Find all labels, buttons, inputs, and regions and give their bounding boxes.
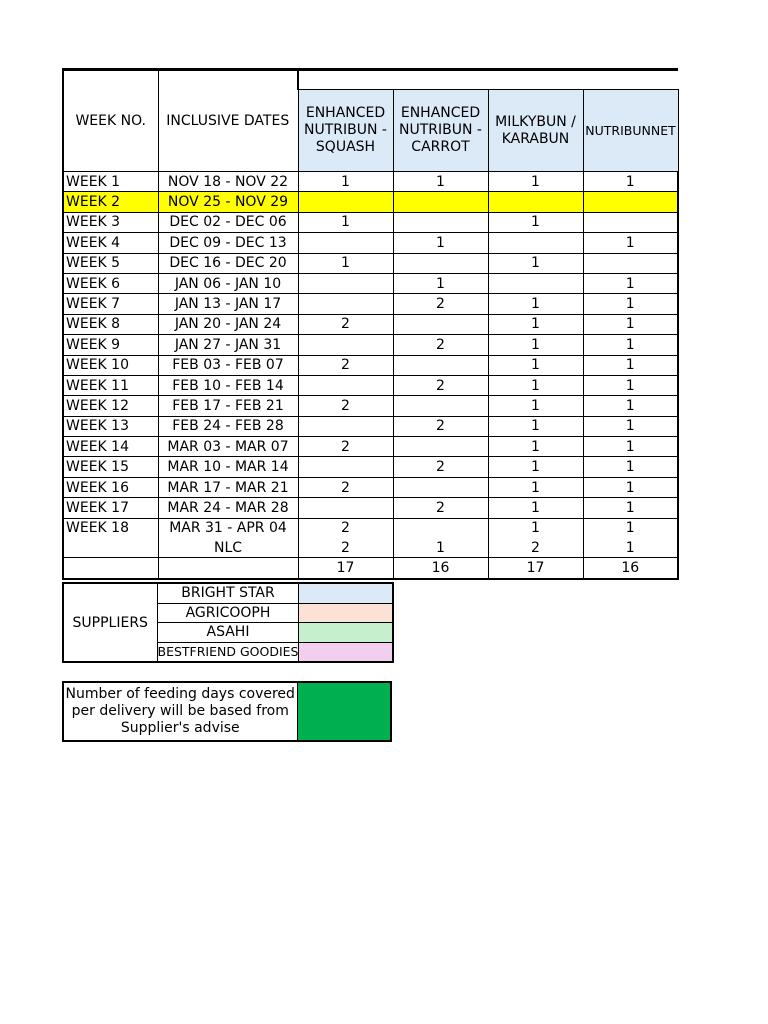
qty-cell-p4: 1 [583,477,678,497]
qty-cell-p4: 1 [583,416,678,436]
table-row [63,477,678,497]
qty-cell-p3: 1 [488,498,583,518]
qty-cell-p3: 1 [488,172,583,192]
table-row [63,314,678,334]
qty-cell-p3: 1 [488,375,583,395]
qty-cell-p4: 1 [583,172,678,192]
suppliers-legend [62,582,394,663]
dates-cell: MAR 03 - MAR 07 [158,437,298,457]
qty-cell-p2 [393,253,488,273]
qty-cell-p3: 1 [488,355,583,375]
qty-cell-p1: 1 [298,253,393,273]
dates-cell: NLC [158,538,298,558]
qty-cell-p2 [393,212,488,232]
dates-cell: MAR 31 - APR 04 [158,518,298,538]
product-header-nutribunnet: NUTRIBUNNET [583,90,678,172]
week-cell: WEEK 4 [63,233,158,253]
qty-cell-p3: 1 [488,457,583,477]
table-row [63,437,678,457]
dates-cell: MAR 17 - MAR 21 [158,477,298,497]
week-cell: WEEK 9 [63,335,158,355]
qty-cell-p1: 2 [298,355,393,375]
qty-cell-p3: 1 [488,294,583,314]
dates-cell: FEB 17 - FEB 21 [158,396,298,416]
qty-cell-p1: 2 [298,477,393,497]
qty-cell-p1: 2 [298,538,393,558]
dates-cell: DEC 16 - DEC 20 [158,253,298,273]
supplier-name: AGRICOOPH [157,603,299,623]
week-cell: WEEK 16 [63,477,158,497]
qty-cell-p4: 1 [583,538,678,558]
table-row [63,498,678,518]
qty-cell-p1: 1 [298,172,393,192]
qty-cell-p2: 2 [393,416,488,436]
table-row [63,335,678,355]
week-cell: WEEK 14 [63,437,158,457]
qty-cell-p2: 1 [393,172,488,192]
supplier-color-swatch [299,642,393,662]
qty-cell-p4 [583,253,678,273]
table-row [63,375,678,395]
qty-cell-p1 [298,192,393,212]
blank-header-strip [298,70,678,90]
qty-cell-p1: 1 [298,212,393,232]
table-row [63,233,678,253]
dates-cell: FEB 24 - FEB 28 [158,416,298,436]
qty-cell-p2: 2 [393,457,488,477]
qty-cell-p3: 2 [488,538,583,558]
qty-cell-p1 [298,498,393,518]
week-cell: WEEK 10 [63,355,158,375]
week-cell: WEEK 17 [63,498,158,518]
qty-cell-p4: 1 [583,396,678,416]
week-cell: WEEK 6 [63,273,158,293]
dates-cell: NOV 25 - NOV 29 [158,192,298,212]
total-cell-p2: 16 [393,558,488,579]
qty-cell-p3: 1 [488,314,583,334]
qty-cell-p3: 1 [488,212,583,232]
qty-cell-p1 [298,294,393,314]
qty-cell-p1: 2 [298,518,393,538]
totals-row [63,558,678,579]
qty-cell-p3: 1 [488,253,583,273]
week-cell: WEEK 11 [63,375,158,395]
dates-cell: MAR 24 - MAR 28 [158,498,298,518]
product-header-milkybun: MILKYBUN / KARABUN [488,90,583,172]
week-cell: WEEK 7 [63,294,158,314]
table-row [63,172,678,192]
qty-cell-p3 [488,273,583,293]
qty-cell-p2 [393,355,488,375]
week-cell: WEEK 1 [63,172,158,192]
total-cell-p3: 17 [488,558,583,579]
table-row [63,273,678,293]
qty-cell-p3 [488,233,583,253]
totals-blank-week [63,558,158,579]
total-cell-p1: 17 [298,558,393,579]
qty-cell-p2 [393,518,488,538]
supplier-color-swatch [299,623,393,643]
supplier-color-swatch [299,603,393,623]
week-cell: WEEK 5 [63,253,158,273]
qty-cell-p4: 1 [583,457,678,477]
dates-cell: JAN 27 - JAN 31 [158,335,298,355]
qty-cell-p4: 1 [583,355,678,375]
qty-cell-p4: 1 [583,518,678,538]
dates-cell: JAN 13 - JAN 17 [158,294,298,314]
qty-cell-p1 [298,416,393,436]
qty-cell-p3: 1 [488,518,583,538]
qty-cell-p4: 1 [583,335,678,355]
week-cell: WEEK 15 [63,457,158,477]
week-no-header: WEEK NO. [63,70,158,172]
qty-cell-p3: 1 [488,437,583,457]
dates-cell: NOV 18 - NOV 22 [158,172,298,192]
dates-cell: JAN 06 - JAN 10 [158,273,298,293]
feeding-days-color-swatch [297,682,391,741]
table-row [63,192,678,212]
supplier-name: BESTFRIEND GOODIES [157,642,299,662]
week-cell: WEEK 8 [63,314,158,334]
qty-cell-p2: 1 [393,538,488,558]
table-row [63,396,678,416]
qty-cell-p3 [488,192,583,212]
supplier-name: ASAHI [157,623,299,643]
qty-cell-p1 [298,335,393,355]
week-cell: WEEK 12 [63,396,158,416]
totals-blank-dates [158,558,298,579]
table-row [63,355,678,375]
inclusive-dates-header: INCLUSIVE DATES [158,70,298,172]
week-cell: WEEK 3 [63,212,158,232]
qty-cell-p1 [298,375,393,395]
table-row [63,416,678,436]
product-header-squash: ENHANCED NUTRIBUN - SQUASH [298,90,393,172]
qty-cell-p2 [393,192,488,212]
qty-cell-p2: 2 [393,294,488,314]
qty-cell-p3: 1 [488,335,583,355]
qty-cell-p4: 1 [583,294,678,314]
feeding-days-note [62,681,392,742]
qty-cell-p4: 1 [583,314,678,334]
suppliers-label: SUPPLIERS [63,583,157,662]
qty-cell-p3: 1 [488,416,583,436]
qty-cell-p2: 2 [393,375,488,395]
qty-cell-p1: 2 [298,314,393,334]
qty-cell-p1 [298,233,393,253]
qty-cell-p4 [583,212,678,232]
dates-cell: DEC 09 - DEC 13 [158,233,298,253]
week-cell: WEEK 2 [63,192,158,212]
table-row [63,212,678,232]
qty-cell-p2: 1 [393,233,488,253]
qty-cell-p2: 1 [393,273,488,293]
table-row [63,253,678,273]
product-header-carrot: ENHANCED NUTRIBUN - CARROT [393,90,488,172]
qty-cell-p2 [393,477,488,497]
qty-cell-p4: 1 [583,273,678,293]
supplier-name: BRIGHT STAR [157,583,299,603]
qty-cell-p4 [583,192,678,212]
qty-cell-p3: 1 [488,477,583,497]
dates-cell: FEB 10 - FEB 14 [158,375,298,395]
delivery-schedule-table [62,68,679,580]
qty-cell-p2: 2 [393,335,488,355]
total-cell-p4: 16 [583,558,678,579]
qty-cell-p4: 1 [583,498,678,518]
qty-cell-p4: 1 [583,233,678,253]
qty-cell-p1: 2 [298,437,393,457]
qty-cell-p1 [298,273,393,293]
week-cell: WEEK 18 [63,518,158,558]
qty-cell-p4: 1 [583,375,678,395]
dates-cell: DEC 02 - DEC 06 [158,212,298,232]
table-row [63,294,678,314]
qty-cell-p2 [393,396,488,416]
qty-cell-p2: 2 [393,498,488,518]
week-cell: WEEK 13 [63,416,158,436]
supplier-color-swatch [299,583,393,603]
qty-cell-p4: 1 [583,437,678,457]
feeding-days-note-text: Number of feeding days covered per delivery will be based from Supplier's advise [63,682,297,741]
table-row [63,518,678,538]
supplier-row [63,583,393,603]
dates-cell: MAR 10 - MAR 14 [158,457,298,477]
qty-cell-p1: 2 [298,396,393,416]
qty-cell-p2 [393,437,488,457]
table-top-bar [63,70,678,90]
qty-cell-p2 [393,314,488,334]
qty-cell-p3: 1 [488,396,583,416]
qty-cell-p1 [298,457,393,477]
dates-cell: FEB 03 - FEB 07 [158,355,298,375]
table-row [63,457,678,477]
dates-cell: JAN 20 - JAN 24 [158,314,298,334]
